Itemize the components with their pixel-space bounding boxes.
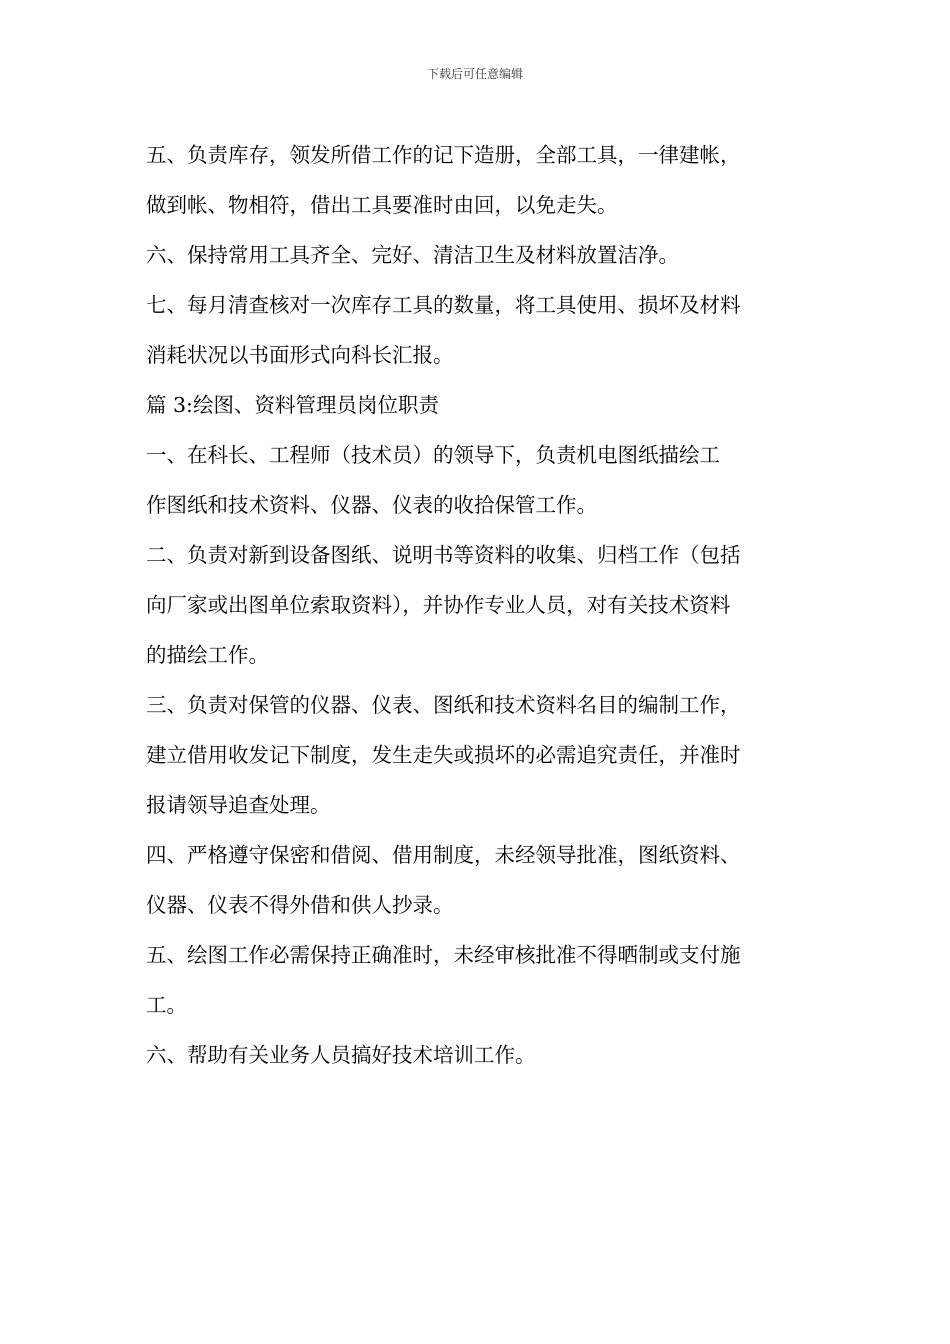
line-text: 一、在科长、工程师（技术员）的领导下，负责机电图纸描绘工: [146, 443, 720, 467]
text-line: [146, 430, 812, 480]
text-line: [146, 830, 812, 880]
line-text: 做到帐、物相符，借出工具要准时由回，以免走失。: [146, 193, 618, 217]
line-text: 四、严格遵守保密和借阅、借用制度，未经领导批准，图纸资料、: [146, 843, 741, 867]
text-line: [146, 530, 812, 580]
line-text: 五、负责库存，领发所借工作的记下造册，全部工具，一律建帐，: [146, 143, 741, 167]
line-text: 三、负责对保管的仪器、仪表、图纸和技术资料名目的编制工作，: [146, 693, 741, 717]
line-text: 六、帮助有关业务人员搞好技术培训工作。: [146, 1043, 536, 1067]
line-text: 五、绘图工作必需保持正确准时，未经审核批准不得晒制或支付施: [146, 943, 741, 967]
text-line: [146, 980, 812, 1030]
line-text: 七、每月清查核对一次库存工具的数量，将工具使用、损坏及材料: [146, 293, 741, 317]
text-line: [146, 130, 812, 180]
line-text: 向厂家或出图单位索取资料），并协作专业人员，对有关技术资料: [146, 593, 731, 617]
line-text: 工。: [146, 993, 187, 1017]
text-line: [146, 880, 812, 930]
page-header: 下载后可任意编辑: [426, 67, 523, 81]
text-line: [146, 330, 812, 380]
text-line: [146, 480, 812, 530]
text-line: [146, 280, 812, 330]
line-text: 建立借用收发记下制度，发生走失或损坏的必需追究责任，并准时: [146, 743, 741, 767]
text-line: [146, 580, 812, 630]
text-line: [146, 680, 812, 730]
line-text: 作图纸和技术资料、仪器、仪表的收拾保管工作。: [146, 493, 597, 517]
text-line: [146, 230, 812, 280]
text-line: [146, 1030, 812, 1080]
text-line: [146, 180, 812, 230]
text-line: [146, 930, 812, 980]
line-text: 篇 3:绘图、资料管理员岗位职责: [146, 393, 439, 417]
document-body: [146, 130, 812, 1080]
line-text: 的描绘工作。: [146, 643, 269, 667]
line-text: 仪器、仪表不得外借和供人抄录。: [146, 893, 454, 917]
line-text: 六、保持常用工具齐全、完好、清洁卫生及材料放置洁净。: [146, 243, 679, 267]
line-text: 报请领导追查处理。: [146, 793, 331, 817]
text-line: [146, 630, 812, 680]
section-heading: [146, 380, 812, 430]
line-text: 消耗状况以书面形式向科长汇报。: [146, 343, 454, 367]
text-line: [146, 730, 812, 780]
text-line: [146, 780, 812, 830]
line-text: 二、负责对新到设备图纸、说明书等资料的收集、归档工作（包括: [146, 543, 741, 567]
